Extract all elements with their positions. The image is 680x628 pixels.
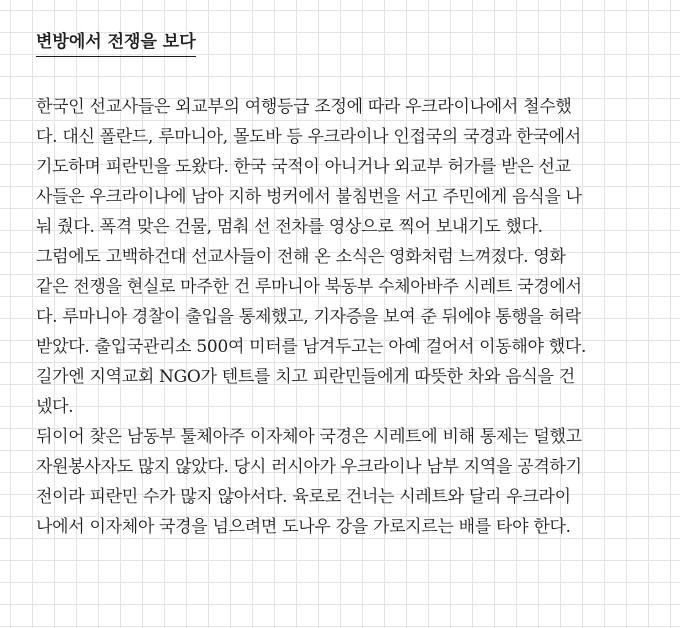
text-line: 한국인 선교사들은 외교부의 여행등급 조정에 따라 우크라이나에서 철수했 bbox=[36, 97, 572, 117]
text-line: 다. 루마니아 경찰이 출입을 통제했고, 기자증을 보여 준 뒤에야 통행을 허락 bbox=[36, 307, 581, 327]
text-line: 나에서 이자체아 국경을 넘으려면 도나우 강을 가로지르는 배를 타야 한다. bbox=[36, 517, 571, 537]
title-underline bbox=[36, 56, 196, 57]
text-line: 기도하며 피란민을 도왔다. 한국 국적이 아니거나 외교부 허가를 받은 선교 bbox=[36, 157, 571, 177]
text-line: 뒤이어 찾은 남동부 툴체아주 이자체아 국경은 시레트에 비해 통제는 덜했고 bbox=[36, 427, 582, 447]
text-line: 같은 전쟁을 현실로 마주한 건 루마니아 북동부 수체아바주 시레트 국경에서 bbox=[36, 277, 582, 297]
text-line: 그럼에도 고백하건대 선교사들이 전해 온 소식은 영화처럼 느껴졌다. 영화 bbox=[36, 247, 566, 267]
text-line: 다. 대신 폴란드, 루마니아, 몰도바 등 우크라이나 인접국의 국경과 한국에서 bbox=[36, 127, 581, 147]
document-title: 변방에서 전쟁을 보다 bbox=[36, 32, 196, 52]
text-line: 눠 줬다. 폭격 맞은 건물, 멈춰 선 전차를 영상으로 찍어 보내기도 했다. bbox=[36, 217, 543, 237]
text-line: 길가엔 지역교회 NGO가 텐트를 치고 피란민들에게 따뜻한 차와 음식을 건 bbox=[36, 367, 575, 387]
text-line: 사들은 우크라이나에 남아 지하 벙커에서 불침번을 서고 주민에게 음식을 나 bbox=[36, 187, 582, 207]
text-line: 넸다. bbox=[36, 397, 74, 417]
text-line: 전이라 피란민 수가 많지 않아서다. 육로로 건너는 시레트와 달리 우크라이 bbox=[36, 487, 571, 507]
text-line: 자원봉사자도 많지 않았다. 당시 러시아가 우크라이나 남부 지역을 공격하기 bbox=[36, 457, 582, 477]
text-line: 받았다. 출입국관리소 500여 미터를 남겨두고는 아예 걸어서 이동해야 했다. bbox=[36, 337, 587, 357]
